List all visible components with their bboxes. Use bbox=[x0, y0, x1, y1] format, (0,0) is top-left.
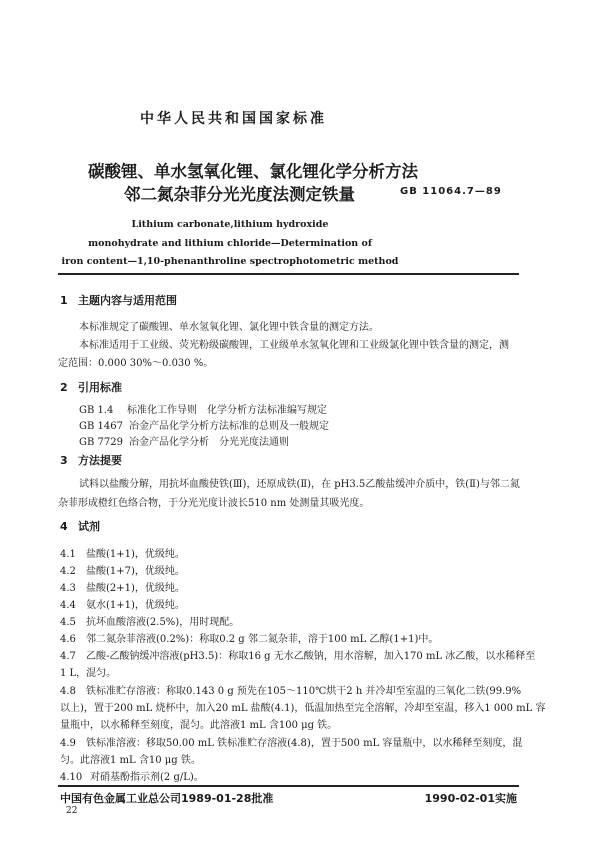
section-2-heading: 2 引用标准 bbox=[60, 381, 122, 394]
reagent-item: 4.9 铁标准溶液：移取50.00 mL 铁标准贮存溶液(4.8)，置于500 mL 容量瓶中，以水稀释至刻度，混 bbox=[60, 738, 523, 749]
paragraph-line: 本标准适用于工业级、荧光粉级碳酸锂，工业级单水氢氧化锂和工业级氯化锂中铁含量的测定，测 bbox=[79, 340, 509, 351]
top-rule bbox=[58, 273, 519, 275]
paragraph-line: 定范围：0.000 30%～0.030 %。 bbox=[58, 358, 214, 369]
reagent-item-continued: 量瓶中，以水稀释至刻度，混匀。此溶液1 mL 含100 μg 铁。 bbox=[60, 720, 338, 731]
english-title-line-2: monohydrate and lithium chloride—Determination of bbox=[88, 238, 372, 249]
reagent-item: 4.6 邻二氮杂菲溶液(0.2%)：称取0.2 g 邻二氮杂菲，溶于100 mL 乙醇(1+1)中。 bbox=[60, 634, 439, 645]
page-number: 22 bbox=[66, 806, 78, 816]
reagent-item: 4.10 对硝基酚指示剂(2 g/L)。 bbox=[60, 772, 204, 783]
section-4-heading: 4 试剂 bbox=[60, 520, 100, 533]
effective-date: 1990-02-01实施 bbox=[424, 792, 517, 805]
title-line-2: 邻二氮杂菲分光光度法测定铁量 bbox=[124, 185, 355, 204]
reagent-item: 4.2 盐酸(1+7)，优级纯。 bbox=[60, 566, 185, 577]
english-title-line-3: iron content—1,10-phenanthroline spectrophotometric method bbox=[61, 256, 399, 267]
reagent-item: 4.7 乙酸-乙酸钠缓冲溶液(pH3.5)：称取16 g 无水乙酸钠，用水溶解，加入170 mL 冰乙酸，以水稀释至 bbox=[60, 651, 536, 662]
section-1-heading: 1 主题内容与适用范围 bbox=[60, 294, 177, 307]
reagent-item-continued: 匀。此溶液1 mL 含10 μg 铁。 bbox=[60, 755, 201, 766]
reagent-item-continued: 1 L，混匀。 bbox=[60, 668, 117, 679]
paragraph-line: 杂菲形成橙红色络合物，于分光光度计波长510 nm 处测量其吸光度。 bbox=[58, 498, 370, 509]
reagent-item-continued: 以上)，置于200 mL 烧杯中，加入20 mL 盐酸(4.1)，低温加热至完全溶解，冷却至室温，移入1 000 mL 容 bbox=[60, 703, 546, 714]
document-header: 中华人民共和国国家标准 bbox=[140, 111, 327, 127]
reference-item: GB 1.4 标准化工作导则 化学分析方法标准编写规定 bbox=[79, 405, 327, 416]
reagent-item: 4.8 铁标准贮存溶液：称取0.143 0 g 预先在105～110℃烘干2 h 并冷却至室温的三氧化二铁(99.9% bbox=[60, 686, 522, 697]
standard-number: GB 11064.7—89 bbox=[400, 186, 502, 197]
section-3-heading: 3 方法提要 bbox=[60, 454, 122, 467]
title-line-1: 碳酸锂、单水氢氧化锂、氯化锂化学分析方法 bbox=[88, 162, 418, 181]
paragraph-line: 试料以盐酸分解，用抗坏血酸使铁(Ⅲ)，还原成铁(Ⅱ)，在 pH3.5乙酸盐缓冲介质中，铁(Ⅱ)与邻二氮 bbox=[79, 479, 520, 490]
reference-item: GB 1467 冶金产品化学分析方法标准的总则及一般规定 bbox=[79, 421, 329, 432]
reagent-item: 4.1 盐酸(1+1)，优级纯。 bbox=[60, 549, 185, 560]
bottom-rule bbox=[58, 785, 519, 787]
approval-line: 中国有色金属工业总公司1989-01-28批准 bbox=[60, 792, 274, 805]
english-title-line-1: Lithium carbonate,lithium hydroxide bbox=[131, 219, 329, 230]
reagent-item: 4.3 盐酸(2+1)，优级纯。 bbox=[60, 583, 185, 594]
reagent-item: 4.4 氨水(1+1)，优级纯。 bbox=[60, 600, 185, 611]
reference-item: GB 7729 冶金产品化学分析 分光光度法通则 bbox=[79, 437, 289, 448]
paragraph-line: 本标准规定了碳酸锂、单水氢氧化锂、氯化锂中铁含量的测定方法。 bbox=[79, 322, 379, 333]
reagent-item: 4.5 抗坏血酸溶液(2.5%)，用时现配。 bbox=[60, 617, 240, 628]
